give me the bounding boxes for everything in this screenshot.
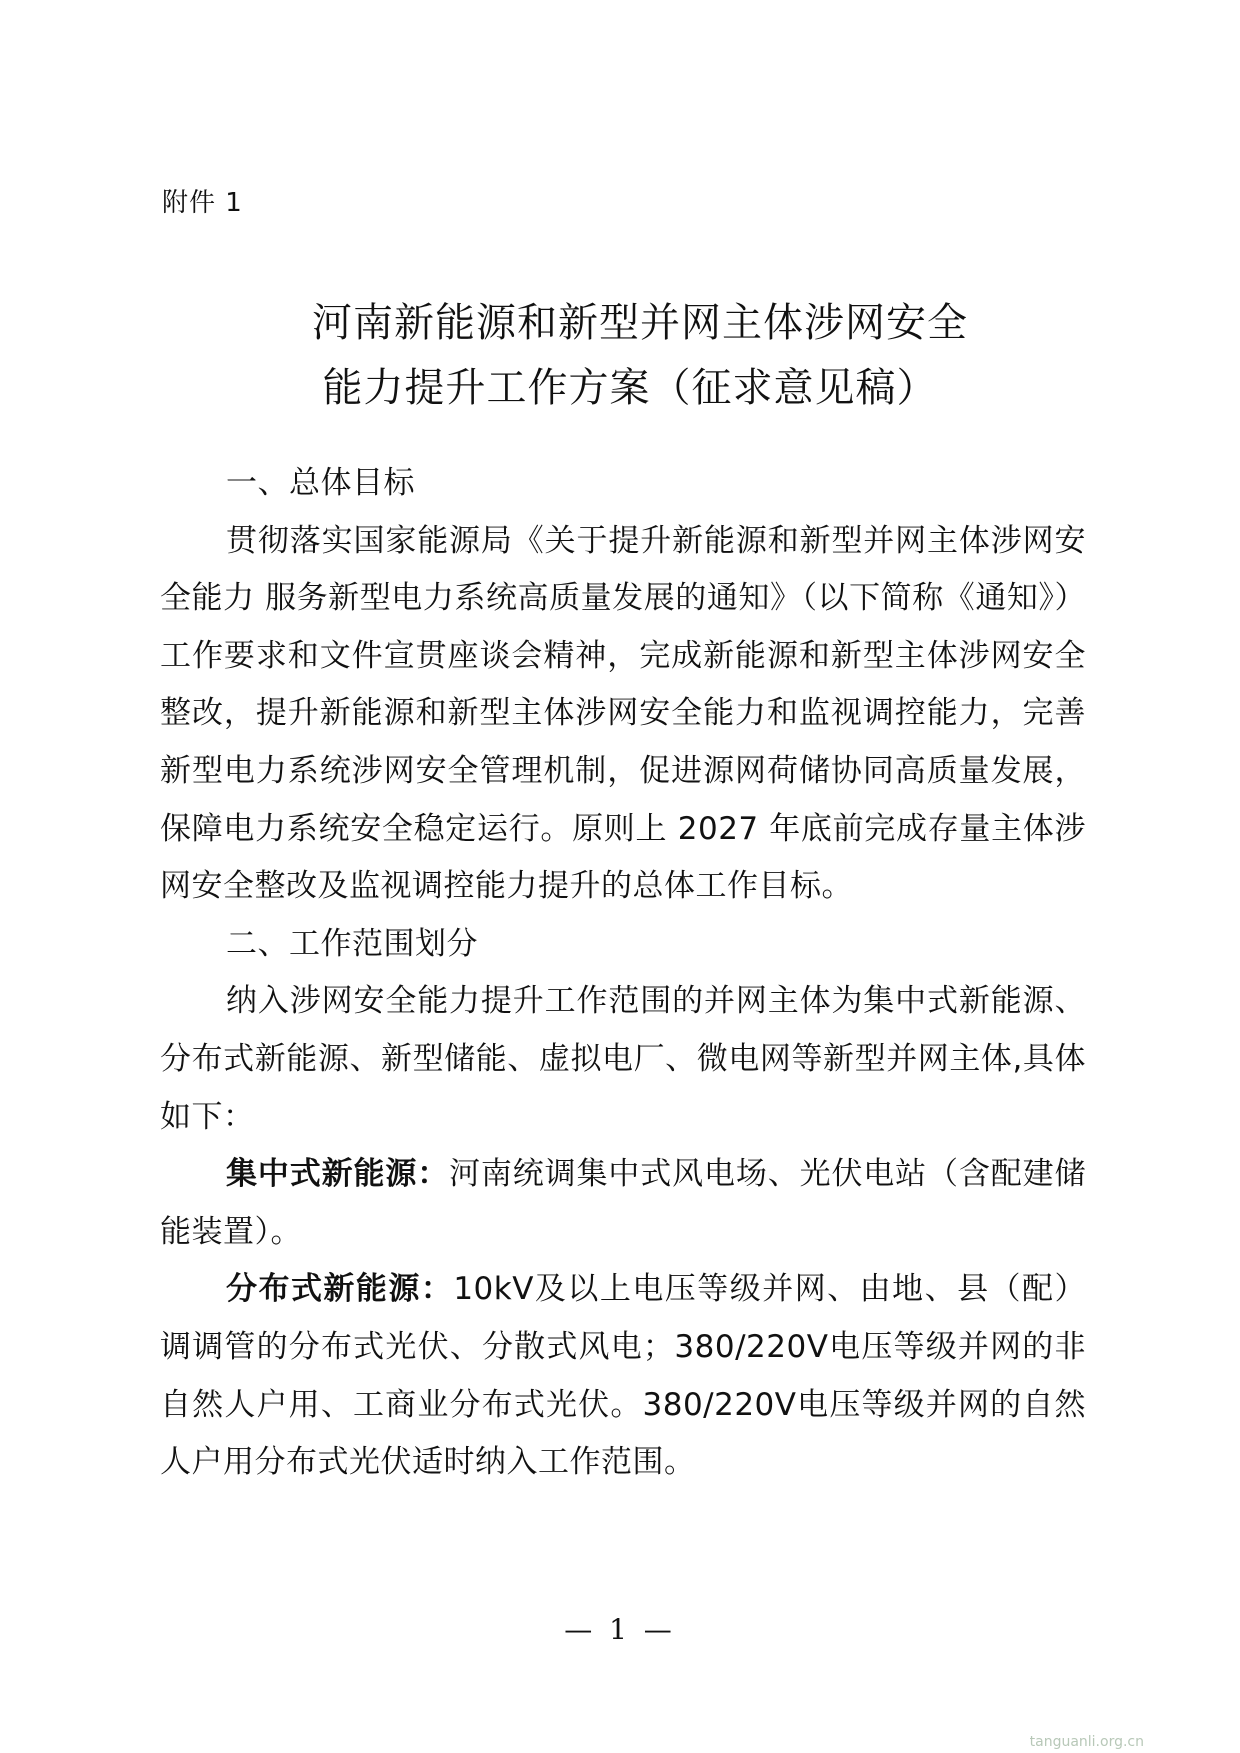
paragraph-centralized <box>160 1146 1086 1261</box>
paragraph-distributed-lead: 分布式新能源： <box>226 1271 454 1308</box>
paragraph-scope: 纳入涉网安全能力提升工作范围的并网主体为集中式新能源、分布式新能源、新型储能、虚拟电厂、微电网等新型并网主体,具体如下： <box>160 983 1086 1135</box>
document-title-line-2: 能力提升工作方案（征求意见稿） <box>322 365 938 411</box>
paragraph-distributed <box>160 1261 1086 1491</box>
paragraph-goals: 贯彻落实国家能源局《关于提升新能源和新型并网主体涉网安全能力 服务新型电力系统高质量发展的通知》（以下简称《通知》）工作要求和文件宣贯座谈会精神，完成新能源和新型主体涉网安全整改，提升新能源和新型主体涉网安全能力和监视调控能力，完善新型电力系统涉网安全管理机制，促进源网荷储协同高质量发展，保障电力系统安全稳定运行。原则上 2027 年底前完成存量主体涉网安全整改及监视调控能力提升的总体工作目标。 <box>160 522 1086 905</box>
section-heading-goals: 一、总体目标 <box>226 465 415 501</box>
attachment-label: 附件 1 <box>162 188 243 218</box>
section-heading-scope: 二、工作范围划分 <box>226 925 478 962</box>
watermark: tanguanli.org.cn <box>1029 1734 1144 1750</box>
document-title-line-1: 河南新能源和新型并网主体涉网安全 <box>312 300 968 346</box>
paragraph-centralized-text: 河南统调集中式风电场、光伏电站（含配建储能装置）。 <box>160 1156 1087 1250</box>
paragraph-centralized-lead: 集中式新能源： <box>226 1156 450 1193</box>
paragraph-distributed-text: 10kV及以上电压等级并网、由地、县（配）调调管的分布式光伏、分散式风电；380/220V电压等级并网的非自然人户用、工商业分布式光伏。380/220V电压等级并网的自然人户用分布式光伏适时纳入工作范围。 <box>160 1271 1086 1481</box>
document-body <box>160 455 1086 1492</box>
page-number: — 1 — <box>564 1613 676 1646</box>
